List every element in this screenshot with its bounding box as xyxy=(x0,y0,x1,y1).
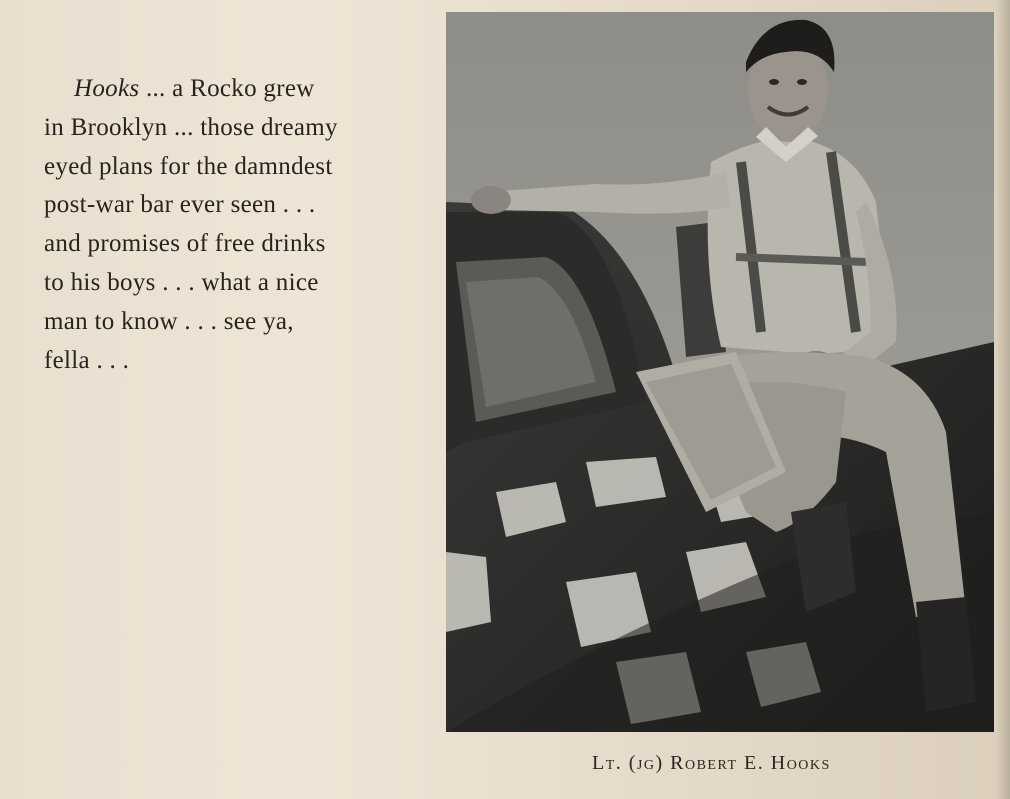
passage-line-5: and promises of free drinks xyxy=(44,230,326,258)
passage-line-4: post-war bar ever seen . . . xyxy=(44,191,316,219)
passage-line-1-text: ... a Rocko grew xyxy=(145,75,315,102)
passage-name: Hooks xyxy=(74,75,140,102)
passage-line-6: to his boys . . . what a nice xyxy=(44,268,319,296)
passage-line-7: man to know . . . see ya, xyxy=(44,307,294,335)
portrait-photo xyxy=(446,12,994,732)
photo-caption: Lt. (jg) Robert E. Hooks xyxy=(592,752,831,774)
biography-passage xyxy=(44,70,412,380)
passage-line-3: eyed plans for the damndest xyxy=(44,152,333,180)
photo-illustration xyxy=(446,12,994,732)
page-edge-shadow xyxy=(996,0,1010,799)
passage-line-8: fella . . . xyxy=(44,346,130,374)
passage-line-1 xyxy=(44,70,412,109)
passage-line-2: in Brooklyn ... those dreamy xyxy=(44,113,338,141)
